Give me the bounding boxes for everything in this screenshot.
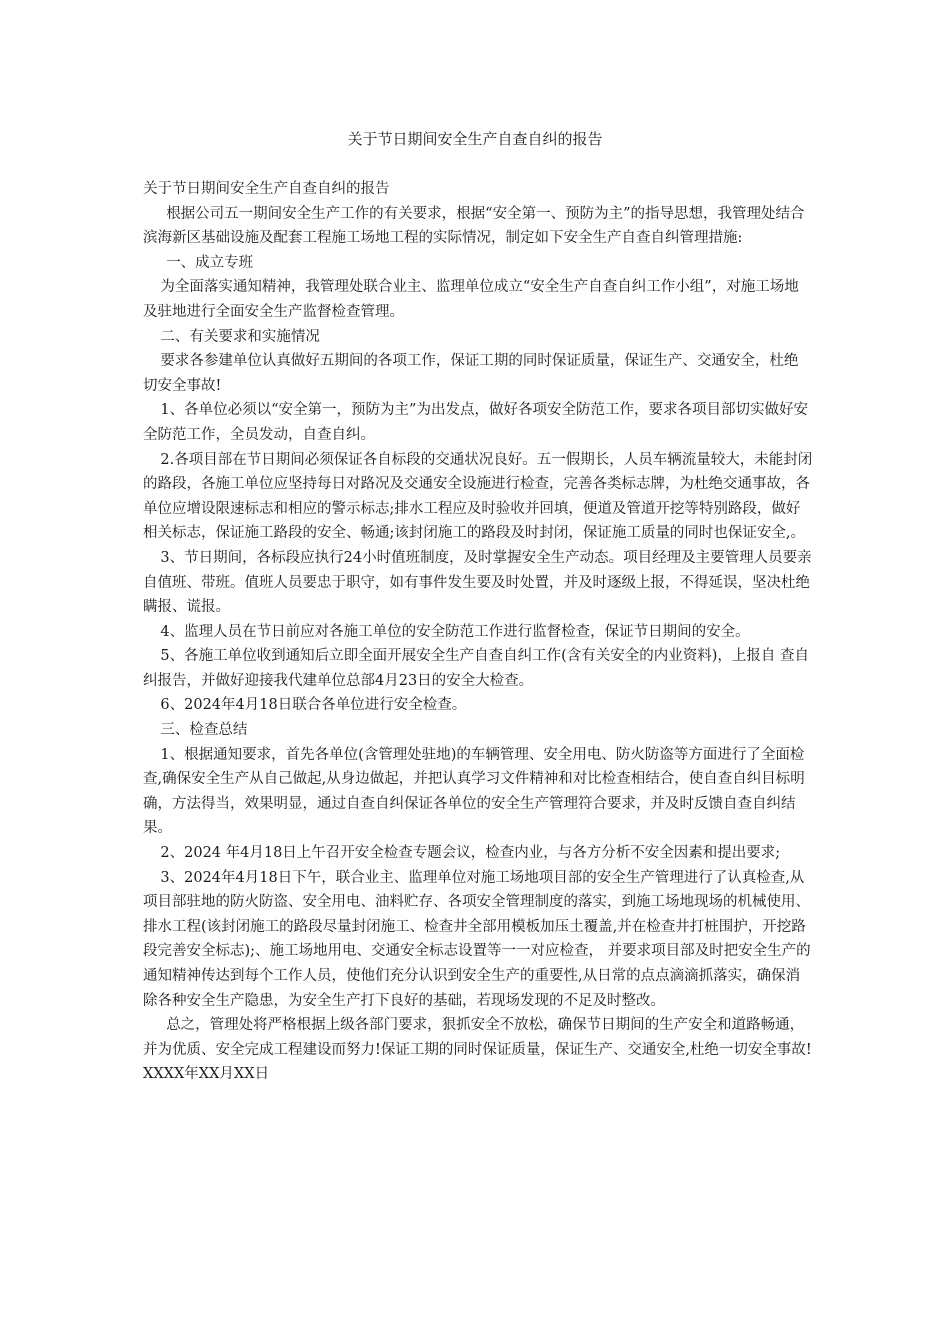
section-heading-2: 二、有关要求和实施情况 xyxy=(160,328,320,345)
document-body xyxy=(143,177,813,1087)
conclusion-paragraph: 总之，管理处将严格根据上级各部门要求，狠抓安全不放松，确保节日期间的生产安全和道路畅通，并为优质、安全完成工程建设而努力!保证工期的同时保证质量，保证生产、交通安全,杜绝一切安全事故! xyxy=(143,1017,812,1058)
intro-paragraph: 根据公司五一期间安全生产工作的有关要求，根据“安全第一、预防为主”的指导思想，我管理处结合滨海新区基础设施及配套工程施工场地工程的实际情况，制定如下安全生产自查自纠管理措施: xyxy=(143,205,805,247)
summary-item-1: 1、根据通知要求，首先各单位(含管理处驻地)的车辆管理、安全用电、防火防盗等方面进行了全面检查,确保安全生产从自己做起,从身边做起，并把认真学习文件精神和对比检查相结合，使自查自纠目标明确，方法得当，效果明显，通过自查自纠保证各单位的安全生产管理符合要求，并及时反馈自查自纠结果。 xyxy=(143,746,805,837)
requirement-item-4: 4、监理人员在节日前应对各施工单位的安全防范工作进行监督检查，保证节日期间的安全。 xyxy=(160,623,750,640)
requirement-item-2: 2.各项目部在节日期间必须保证各自标段的交通状况良好。五一假期长，人员车辆流量较大，未能封闭的路段，各施工单位应坚持每日对路况及交通安全设施进行检查，完善各类标志牌，为杜绝交通事故，各单位应增设限速标志和相应的警示标志;排水工程应及时验收并回填，便道及管道开挖等特别路段，做好相关标志，保证施工路段的安全、畅通;该封闭施工的路段及时封闭，保证施工质量的同时也保证安全,。 xyxy=(143,451,813,542)
summary-item-3: 3、2024年4月18日下午，联合业主、监理单位对施工场地项目部的安全生产管理进行了认真检查,从项目部驻地的防火防盗、安全用电、油料贮存、各项安全管理制度的落实，到施工场地现场的机械使用、排水工程(该封闭施工的路段尽量封闭施工、检查井全部用模板加压土覆盖,并在检查井打桩围护，开挖路段完善安全标志);、施工场地用电、交通安全标志设置等一一对应检查， 并要求项目部及时把安全生产的通知精神传达到每个工作人员，使他们充分认识到安全生产的重要性,从日常的点点滴滴抓落实，确保消除各种安全生产隐患，为安全生产打下良好的基础，若现场发现的不足及时整改。 xyxy=(143,869,811,1009)
document-date: XXXX年XX月XX日 xyxy=(143,1066,270,1083)
requirement-item-1: 1、各单位必须以“安全第一，预防为主”为出发点，做好各项安全防范工作，要求各项目部切实做好安全防范工作，全员发动，自查自纠。 xyxy=(143,402,808,443)
section-heading-3: 三、检查总结 xyxy=(160,722,248,739)
report-heading: 关于节日期间安全生产自查自纠的报告 xyxy=(143,181,390,197)
section-2-intro: 要求各参建单位认真做好五期间的各项工作，保证工期的同时保证质量，保证生产、交通安全，杜绝 切安全事故! xyxy=(143,353,799,394)
requirement-item-6: 6、2024年4月18日联合各单位进行安全检查。 xyxy=(160,697,467,714)
section-1-paragraph: 为全面落实通知精神，我管理处联合业主、监理单位成立“安全生产自查自纠工作小组”，对施工场地及驻地进行全面安全生产监督检查管理。 xyxy=(143,279,799,320)
requirement-item-3: 3、节日期间，各标段应执行24小时值班制度，及时掌握安全生产动态。项目经理及主要管理人员要亲自值班、带班。值班人员要忠于职守，如有事件发生要及时处置，并及时逐级上报，不得延误，坚决杜绝瞒报、谎报。 xyxy=(143,549,812,616)
document-title: 关于节日期间安全生产自查自纠的报告 xyxy=(347,130,603,148)
summary-item-2: 2、2024 年4月18日上午召开安全检查专题会议，检查内业，与各方分析不安全因素和提出要求; xyxy=(160,845,781,862)
section-heading-1: 一、成立专班 xyxy=(166,254,254,271)
requirement-item-5: 5、各施工单位收到通知后立即全面开展安全生产自查自纠工作(含有关安全的内业资料)，上报自 查自纠报告，并做好迎接我代建单位总部4月23日的安全大检查。 xyxy=(143,648,810,689)
